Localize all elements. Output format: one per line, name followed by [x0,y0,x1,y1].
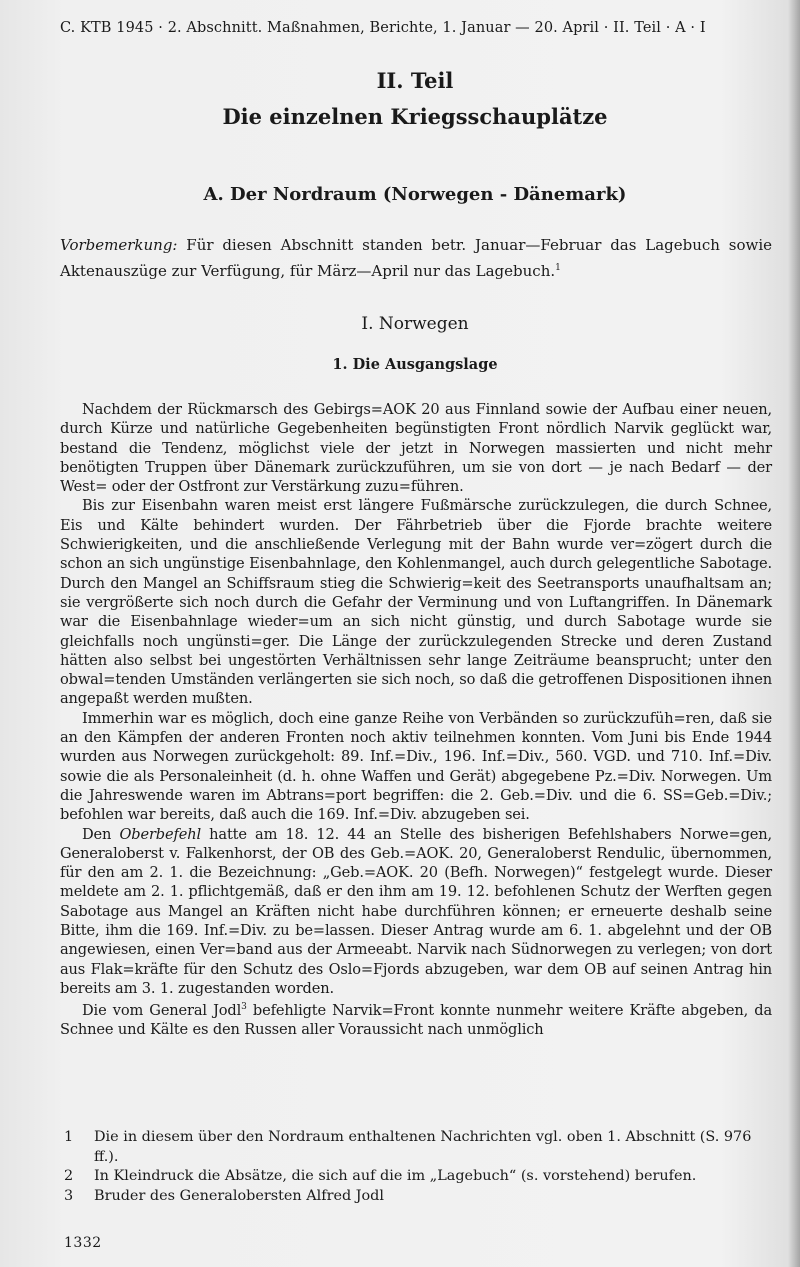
page-edge-shadow [788,0,800,1267]
footnote [64,1187,776,1207]
footnote [64,1128,776,1167]
subsection-title: 1. Die Ausgangslage [332,356,498,373]
paragraph-prefix: Die vom General Jodl [82,1002,242,1020]
footnote-number: 2 [64,1168,74,1184]
body-text [60,400,772,1040]
footnote [64,1167,776,1187]
page-number: 1332 [64,1235,102,1251]
emphasis: Oberbefehl [119,825,201,843]
section-title: A. Der Nordraum (Norwegen - Dänemark) [203,184,627,205]
footnote-number: 3 [64,1187,74,1204]
footnotes [64,1128,776,1206]
paragraph [60,825,772,999]
paragraph-rest: hatte am 18. 12. 44 an Stelle des bisherigen Befehlshabers Norwe=gen, Generaloberst v. Falkenhorst, der OB des Geb.=AOK. 20, Generaloberst Rendulic, übernommen, für den am 2. 1. die Bezeichnung: „Geb.=AOK. 20 (Befh. Norwegen)“ festgelegt wurde. Dieser meldete am 2. 1. pflichtgemäß, daß er den ihm am 19. 12. befohlenen Schutz der Werften gegen Sabotage aus Mangel an Kräften nicht habe durchführen können; er erneuerte deshalb seine Bitte, ihm die 169. Inf.=Div. zu be=lassen. Dieser Antrag wurde am 6. 1. abgelehnt und der OB angewiesen, einen Ver=band aus der Armeeabt. Narvik nach Südnorwegen zu verlegen; von dort aus Flak=kräfte für den Schutz des Oslo=Fjords abzugeben, war dem OB auf seinen Antrag hin bereits am 3. 1. zugestanden worden. [60,825,772,997]
paragraph-rest: befehligte Narvik=Front konnte nunmehr weitere Kräfte abgeben, da Schnee und Kälte es den Russen aller Voraussicht nach unmöglich [60,1002,772,1039]
footnote-text: Die in diesem über den Nordraum enthaltenen Nachrichten vgl. oben 1. Abschnitt (S. 976 ff.). [94,1129,752,1165]
paragraph: Bis zur Eisenbahn waren meist erst längere Fußmärsche zurückzulegen, die durch Schnee, Eis und Kälte behindert wurden. Der Fährbetrieb über die Fjorde brachte weitere Schwierigkeiten, und die anschließende Verlegung mit der Bahn wurde ver=zögert durch die schon an sich ungünstige Eisenbahnlage, den Kohlenmangel, auch durch gelegentliche Sabotage. Durch den Mangel an Schiffsraum stieg die Schwierig=keit des Seetransports unaufhaltsam an; sie vergrößerte sich noch durch die Gefahr der Verminung und von Luftangriffen. In Dänemark war die Eisenbahnlage wieder=um an sich nicht günstig, und durch Sabotage wurde sie gleichfalls noch ungünsti=ger. Die Länge der zurückzulegenden Strecke und deren Zustand hätten also selbst bei ungestörten Verhältnissen sehr lange Zeiträume beansprucht; unter den obwal=tenden Umständen verlängerten sie sich noch, so daß die getroffenen Dispositionen ihnen angepaßt werden mußten. [60,497,772,708]
part-subtitle: Die einzelnen Kriegsschauplätze [222,104,608,129]
paragraph [60,998,772,1039]
running-head: C. KTB 1945 · 2. Abschnitt. Maßnahmen, Berichte, 1. Januar — 20. April · II. Teil · A · I [60,20,706,36]
preliminary-text: Für diesen Abschnitt standen betr. Januar—Februar das Lagebuch sowie Aktenauszüge zur Verfügung, für März—April nur das Lagebuch. [60,236,772,280]
footnote-ref: 1 [555,263,561,273]
paragraph: Nachdem der Rückmarsch des Gebirgs=AOK 20 aus Finnland sowie der Aufbau einer neuen, durch Kürze und natürliche Gegebenheiten begünstigten Front nördlich Narvik geglückt war, bestand die Tendenz, möglichst viele der jetzt in Norwegen massierten und nicht mehr benötigten Truppen über Dänemark zurückzuführen, um sie von dort — je nach Bedarf — der West= oder der Ostfront zur Verstärkung zuzu=führen. [60,401,772,496]
country-title: I. Norwegen [361,314,469,334]
paragraph: Immerhin war es möglich, doch eine ganze Reihe von Verbänden so zurückzufüh=ren, daß sie an den Kämpfen der anderen Fronten noch aktiv teilnehmen konnten. Vom Juni bis Ende 1944 wurden aus Norwegen zurückgeholt: 89. Inf.=Div., 196. Inf.=Div., 560. VGD. und 710. Inf.=Div. sowie die als Personaleinheit (d. h. ohne Waffen und Gerät) abgegebene Pz.=Div. Norwegen. Um die Jahreswende waren im Abtrans=port begriffen: die 2. Geb.=Div. und die 6. SS=Geb.=Div.; befohlen war bereits, daß auch die 169. Inf.=Div. abzugeben sei. [60,709,772,824]
footnote-number: 1 [64,1129,74,1145]
footnote-text: Bruder des Generalobersten Alfred Jodl [94,1187,384,1204]
footnote-ref: 3 [241,1002,247,1013]
footnote-text: In Kleindruck die Absätze, die sich auf die im „Lagebuch“ (s. vorstehend) berufen. [94,1168,697,1184]
preliminary-note [60,234,772,283]
preliminary-label: Vorbemerkung: [60,236,178,254]
paragraph-prefix: Den [82,825,120,843]
part-title: II. Teil [376,68,454,93]
